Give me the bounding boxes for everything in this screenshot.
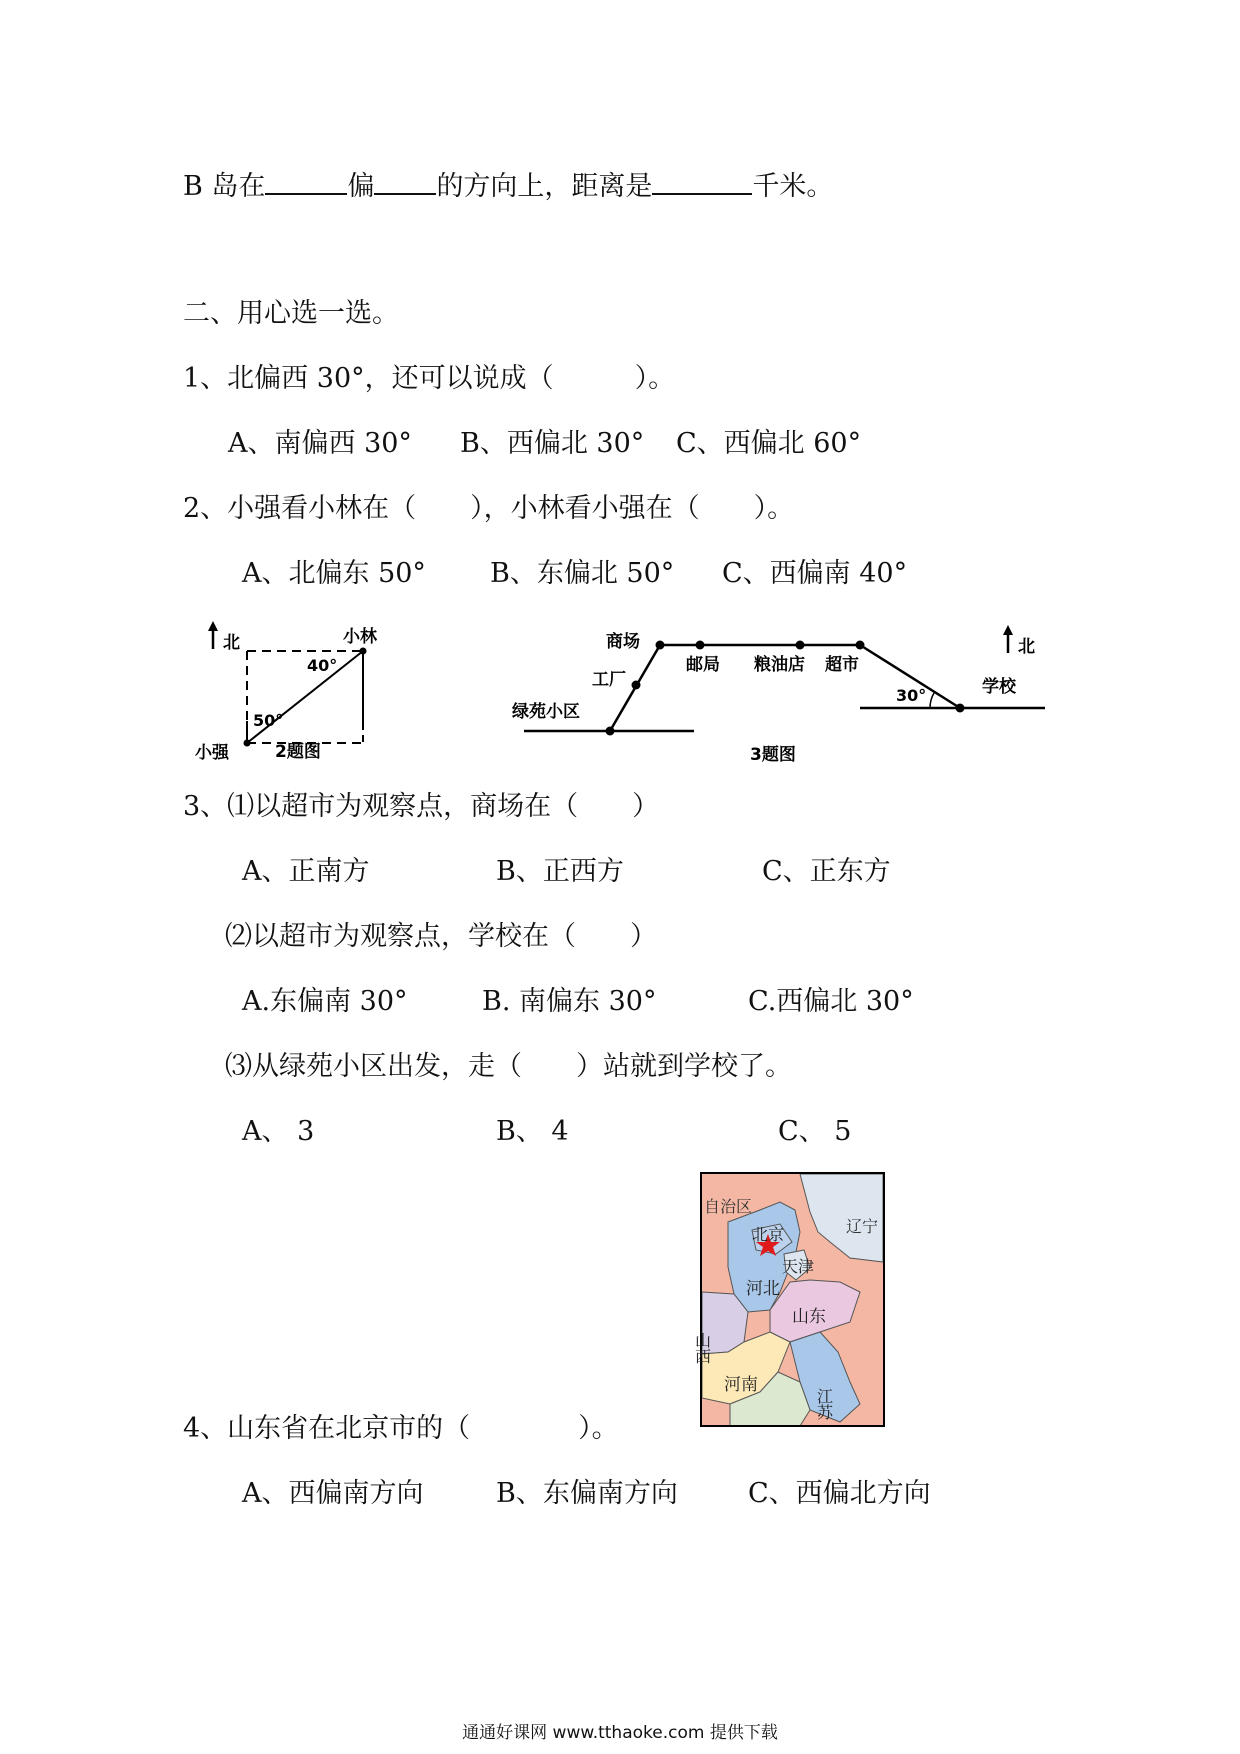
- intro-mid2: 的方向上，距离是: [436, 171, 653, 202]
- fig3-caption: 3题图: [750, 745, 796, 765]
- map-label-hebei: 河北: [746, 1279, 780, 1299]
- intro-suffix: 千米。: [752, 171, 834, 202]
- q1-option-c[interactable]: C、西偏北 60°: [676, 428, 862, 459]
- q3-3-option-b[interactable]: B、 4: [496, 1116, 569, 1147]
- intro-mid1: 偏: [347, 171, 375, 202]
- q3-2-option-c[interactable]: C.西偏北 30°: [748, 986, 914, 1017]
- fig3-point-chaoshi: [856, 641, 865, 650]
- q1-option-a[interactable]: A、南偏西 30°: [228, 428, 412, 459]
- fig3-point-shangchang: [656, 641, 665, 650]
- q3-3-option-c[interactable]: C、 5: [778, 1116, 852, 1147]
- fig3-label-lvyuan: 绿苑小区: [512, 702, 580, 722]
- fig3-point-lvyuan: [606, 727, 615, 736]
- figure-3: [510, 615, 1070, 770]
- q2-option-b[interactable]: B、东偏北 50°: [490, 558, 675, 589]
- figure-2: [195, 615, 445, 765]
- fig3-label-shangchang: 商场: [606, 632, 640, 652]
- fig2-north-label: 北: [223, 633, 240, 653]
- map-label-tianjin: 天津: [782, 1257, 815, 1276]
- intro-prefix: B 岛在: [183, 171, 266, 202]
- fig2-label-xiaoqiang: 小强: [195, 743, 229, 763]
- map-label-liaoning: 辽宁: [846, 1217, 879, 1236]
- q3-3-option-a[interactable]: A、 3: [242, 1116, 315, 1147]
- blank-1[interactable]: [265, 167, 347, 195]
- fig3-label-liangyoudian: 粮油店: [754, 655, 805, 675]
- fig2-caption: 2题图: [275, 742, 321, 762]
- q2-stem: 2、小强看小林在（ ），小林看小强在（ ）。: [183, 493, 795, 524]
- fig3-label-youju: 邮局: [686, 655, 720, 675]
- province-map: [692, 1172, 885, 1427]
- blank-2[interactable]: [374, 167, 436, 195]
- fig3-north-arrow-head: [1003, 625, 1013, 635]
- q3-2-option-b[interactable]: B. 南偏东 30°: [482, 986, 657, 1017]
- fig3-point-xuexiao: [956, 704, 965, 713]
- q1-option-b[interactable]: B、西偏北 30°: [460, 428, 645, 459]
- fig3-north-label: 北: [1018, 637, 1035, 657]
- q4-stem: 4、山东省在北京市的（ ）。: [183, 1413, 619, 1444]
- map-label-henan: 河南: [724, 1375, 758, 1395]
- fig2-angle-50: 50°: [253, 711, 284, 730]
- map-label-shanxi: 山西: [692, 1332, 712, 1364]
- map-label-shandong: 山东: [792, 1307, 826, 1327]
- map-label-beijing: 北京: [752, 1225, 785, 1244]
- q3-1-option-b[interactable]: B、正西方: [496, 856, 624, 887]
- q4-option-b[interactable]: B、东偏南方向: [496, 1478, 678, 1509]
- intro-line: [183, 167, 833, 204]
- fig3-angle-arc: [930, 693, 934, 708]
- fig3-point-liangyoudian: [796, 641, 805, 650]
- map-label-zizhiqu: 自治区: [704, 1197, 753, 1216]
- fig2-angle-40: 40°: [307, 656, 338, 675]
- q3-1-option-c[interactable]: C、正东方: [762, 856, 891, 887]
- q1-stem: 1、北偏西 30°，还可以说成（ ）。: [183, 363, 676, 394]
- fig3-label-gongchang: 工厂: [592, 670, 626, 690]
- fig3-angle-30: 30°: [896, 686, 927, 705]
- map-label-jiangsu: 江苏: [814, 1388, 834, 1420]
- q2-option-c[interactable]: C、西偏南 40°: [722, 558, 908, 589]
- q2-option-a[interactable]: A、北偏东 50°: [242, 558, 426, 589]
- q3-stem-2: ⑵以超市为观察点，学校在（ ）: [225, 921, 657, 952]
- blank-3[interactable]: [652, 167, 752, 195]
- q3-stem-3: ⑶从绿苑小区出发，走（ ）站就到学校了。: [225, 1051, 792, 1082]
- section-title: 二、用心选一选。: [183, 298, 399, 329]
- fig2-point-xiaolin: [360, 648, 367, 655]
- fig3-label-xuexiao: 学校: [982, 677, 1016, 697]
- q4-option-a[interactable]: A、西偏南方向: [242, 1478, 424, 1509]
- fig3-point-gongchang: [632, 681, 641, 690]
- fig3-point-youju: [696, 641, 705, 650]
- fig2-point-xiaoqiang: [244, 740, 251, 747]
- fig3-label-chaoshi: 超市: [825, 655, 859, 675]
- q3-1-option-a[interactable]: A、正南方: [242, 856, 370, 887]
- q3-stem-1: 3、⑴以超市为观察点，商场在（ ）: [183, 791, 660, 822]
- q4-option-c[interactable]: C、西偏北方向: [748, 1478, 931, 1509]
- fig2-north-arrow-head: [208, 621, 218, 631]
- footer-credit: 通通好课网 www.tthaoke.com 提供下载: [462, 1723, 778, 1743]
- q3-2-option-a[interactable]: A.东偏南 30°: [242, 986, 408, 1017]
- fig2-label-xiaolin: 小林: [343, 627, 377, 647]
